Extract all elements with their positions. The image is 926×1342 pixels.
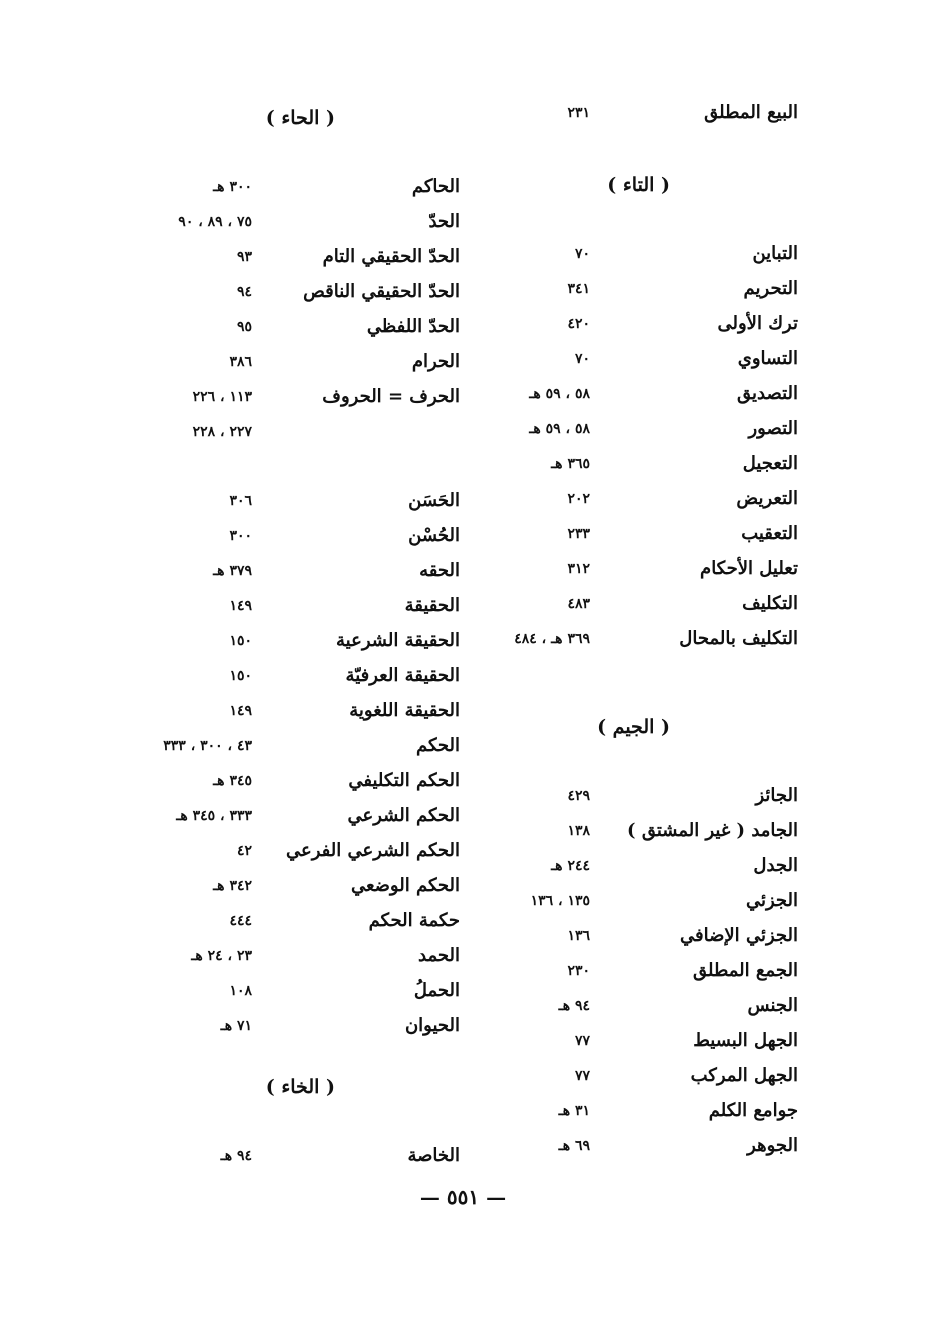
index-entry (480, 1061, 820, 1091)
entry-term: الجهل المركب (690, 1065, 798, 1086)
entry-term: الجامد ( غير المشتق ) (627, 820, 798, 841)
entry-pages: ١٤٩ (229, 598, 252, 614)
entry-term: الجهل البسيط (693, 1030, 798, 1051)
index-entry (480, 921, 820, 951)
entry-pages: ٧٧ (574, 1033, 590, 1049)
index-entry (120, 382, 470, 412)
entry-term: الحيوان (404, 1015, 460, 1036)
entry-term: الحاكم (411, 176, 460, 197)
index-entry (120, 347, 470, 377)
entry-pages: ٣٧٩ هـ (213, 563, 252, 579)
entry-pages: ٤٢ (236, 843, 252, 859)
index-entry (120, 486, 470, 516)
entry-pages: ٢٣٣ (567, 526, 590, 542)
index-entry (480, 239, 820, 269)
index-entry (480, 554, 820, 584)
entry-pages: ٣٤٢ هـ (213, 878, 252, 894)
entry-pages: ٣٤٥ هـ (213, 773, 252, 789)
entry-term: التباين (752, 243, 798, 264)
entry-term: الحقيقة اللغوية (349, 700, 460, 721)
index-entry (120, 696, 470, 726)
entry-term: التحريم (743, 278, 798, 299)
entry-pages: ١٤٩ (229, 703, 252, 719)
entry-pages: ٧٥ ، ٨٩ ، ٩٠ (178, 214, 252, 230)
entry-pages: ١٣٨ (567, 823, 590, 839)
index-entry (480, 589, 820, 619)
entry-term: الجزئي (745, 890, 798, 911)
index-entry (480, 781, 820, 811)
index-entry (480, 1026, 820, 1056)
section-heading-haa (120, 103, 470, 133)
entry-term: الحقيقة الشرعية (336, 630, 460, 651)
entry-term: الحقيقة (404, 595, 460, 616)
entry-term: التعجيل (742, 453, 798, 474)
section-heading-jeem (480, 712, 820, 742)
entry-pages: ٤٤٤ (229, 913, 252, 929)
entry-term: الحدّ الحقيقي الناقص (303, 281, 460, 302)
entry-pages: ٩٤ هـ (558, 998, 590, 1014)
index-entry (120, 731, 470, 761)
entry-term: التساوي (737, 348, 798, 369)
entry-term: حكمة الحكم (368, 910, 460, 931)
entry-pages: ٢٣٠ (567, 963, 590, 979)
entry-pages: ٥٨ ، ٥٩ هـ (529, 421, 590, 437)
index-entry (120, 591, 470, 621)
entry-term: الحكم الوضعي (350, 875, 460, 896)
section-heading-text: ( التاء ) (607, 174, 670, 196)
entry-pages: ١٠٨ (229, 983, 252, 999)
entry-pages: ٤٨٣ (567, 596, 590, 612)
entry-term: البيع المطلق (704, 102, 798, 123)
entry-term: الجوهر (747, 1135, 798, 1156)
entry-term: الجمع المطلق (693, 960, 798, 981)
entry-term: الحقيقة العرفيّة (345, 665, 460, 686)
index-entry (120, 556, 470, 586)
index-entry (120, 207, 470, 237)
entry-term: الحمد (418, 945, 460, 966)
entry-term: الحقه (419, 560, 460, 581)
entry-term: التكليف (742, 593, 798, 614)
entry-pages: ٧٠ (574, 246, 590, 262)
entry-term: الحكم الشرعي الفرعي (285, 840, 460, 861)
entry-term: الحدّ اللفظي (366, 316, 460, 337)
entry-term: جوامع الكلم (708, 1100, 798, 1121)
index-entry (120, 906, 470, 936)
entry-term: الجنس (747, 995, 798, 1016)
entry-pages: ١٥٠ (229, 633, 252, 649)
entry-pages: ٢٤٤ هـ (551, 858, 590, 874)
index-entry (120, 277, 470, 307)
index-entry (120, 801, 470, 831)
entry-term: الحُسْن (408, 525, 460, 546)
entry-term: تعليل الأحكام (700, 558, 798, 579)
index-entry (120, 976, 470, 1006)
index-entry (480, 309, 820, 339)
index-entry (480, 274, 820, 304)
entry-term: التعريض (736, 488, 798, 509)
entry-pages: ٤٢٩ (567, 788, 590, 804)
index-entry (480, 519, 820, 549)
index-entry (480, 414, 820, 444)
entry-pages: ١١٣ ، ٢٢٦ (192, 389, 252, 405)
index-entry (480, 956, 820, 986)
entry-pages: ٢٣ ، ٢٤ هـ (191, 948, 252, 964)
entry-pages: ١٣٥ ، ١٣٦ (530, 893, 590, 909)
entry-pages: ٣٦٥ هـ (551, 456, 590, 472)
entry-pages: ٧١ هـ (220, 1018, 252, 1034)
entry-term: ترك الأولى (717, 313, 798, 334)
entry-term: الحكم التكليفي (348, 770, 460, 791)
entry-pages: ٣٠٦ (229, 493, 252, 509)
index-entry (120, 521, 470, 551)
entry-term: الجدل (753, 855, 798, 876)
entry-pages: ٩٥ (236, 319, 252, 335)
entry-pages: ٩٣ (236, 249, 252, 265)
index-entry (480, 98, 820, 128)
entry-term: الحرف = الحروف (322, 386, 460, 407)
entry-term: الحملُ (413, 980, 460, 1001)
index-entry (480, 991, 820, 1021)
entry-term: التكليف بالمحال (679, 628, 798, 649)
entry-pages: ٣٣٣ ، ٣٤٥ هـ (176, 808, 252, 824)
index-entry (480, 344, 820, 374)
section-heading-taa (480, 170, 820, 200)
entry-pages: ٣٤١ (567, 281, 590, 297)
index-entry (480, 886, 820, 916)
entry-pages: ٧٠ (574, 351, 590, 367)
entry-pages: ٧٧ (574, 1068, 590, 1084)
index-entry (480, 624, 820, 654)
entry-pages: ١٥٠ (229, 668, 252, 684)
page-number: — ٥٥١ — (419, 1185, 507, 1209)
entry-term: الجزئي الإضافي (680, 925, 798, 946)
index-column-left (120, 0, 470, 1342)
entry-pages: ٥٨ ، ٥٩ هـ (529, 386, 590, 402)
entry-term: الخاصة (407, 1145, 460, 1166)
index-entry (480, 816, 820, 846)
entry-term: الحرام (411, 351, 460, 372)
index-entry (120, 312, 470, 342)
section-heading-text: ( الحاء ) (265, 107, 335, 129)
entry-pages: ٤٢٠ (567, 316, 590, 332)
index-entry (120, 172, 470, 202)
entry-term: الحدّ (428, 211, 460, 232)
entry-pages: ٣٠٠ (229, 528, 252, 544)
index-column-right (480, 0, 820, 1342)
index-entry (480, 1131, 820, 1161)
entry-pages: ٩٤ هـ (220, 1148, 252, 1164)
section-heading-khaa (120, 1072, 470, 1102)
entry-pages: ٩٤ (236, 284, 252, 300)
entry-term: الحَسَن (408, 490, 460, 511)
index-entry (120, 661, 470, 691)
index-entry (120, 871, 470, 901)
entry-pages: ٣٨٦ (229, 354, 252, 370)
index-entry (480, 484, 820, 514)
entry-term: الحكم الشرعي (347, 805, 460, 826)
entry-pages: ٣١ هـ (558, 1103, 590, 1119)
entry-term: الحدّ الحقيقي التام (322, 246, 460, 267)
entry-term: التعقيب (741, 523, 798, 544)
entry-pages: ٣٠٠ هـ (213, 179, 252, 195)
index-entry (120, 1141, 470, 1171)
section-heading-text: ( الخاء ) (265, 1076, 335, 1098)
entry-pages: ٢٢٧ ، ٢٢٨ (192, 424, 252, 440)
entry-pages: ٣٦٩ هـ ، ٤٨٤ (514, 631, 590, 647)
index-entry (480, 851, 820, 881)
entry-term: الحكم (415, 735, 460, 756)
index-entry (480, 1096, 820, 1126)
index-entry (120, 836, 470, 866)
section-heading-text: ( الجيم ) (597, 716, 670, 738)
index-entry (120, 417, 470, 447)
entry-pages: ٣١٢ (567, 561, 590, 577)
index-entry (120, 766, 470, 796)
entry-pages: ٢٣١ (567, 105, 590, 121)
index-entry (120, 242, 470, 272)
entry-term: الجائز (755, 785, 798, 806)
index-entry (120, 941, 470, 971)
index-entry (480, 449, 820, 479)
entry-pages: ١٣٦ (567, 928, 590, 944)
index-entry (480, 379, 820, 409)
entry-pages: ٤٣ ، ٣٠٠ ، ٣٣٣ (163, 738, 252, 754)
index-entry (120, 626, 470, 656)
entry-term: التصديق (737, 383, 798, 404)
entry-pages: ٢٠٢ (567, 491, 590, 507)
entry-pages: ٦٩ هـ (558, 1138, 590, 1154)
index-entry (120, 1011, 470, 1041)
entry-term: التصور (748, 418, 798, 439)
